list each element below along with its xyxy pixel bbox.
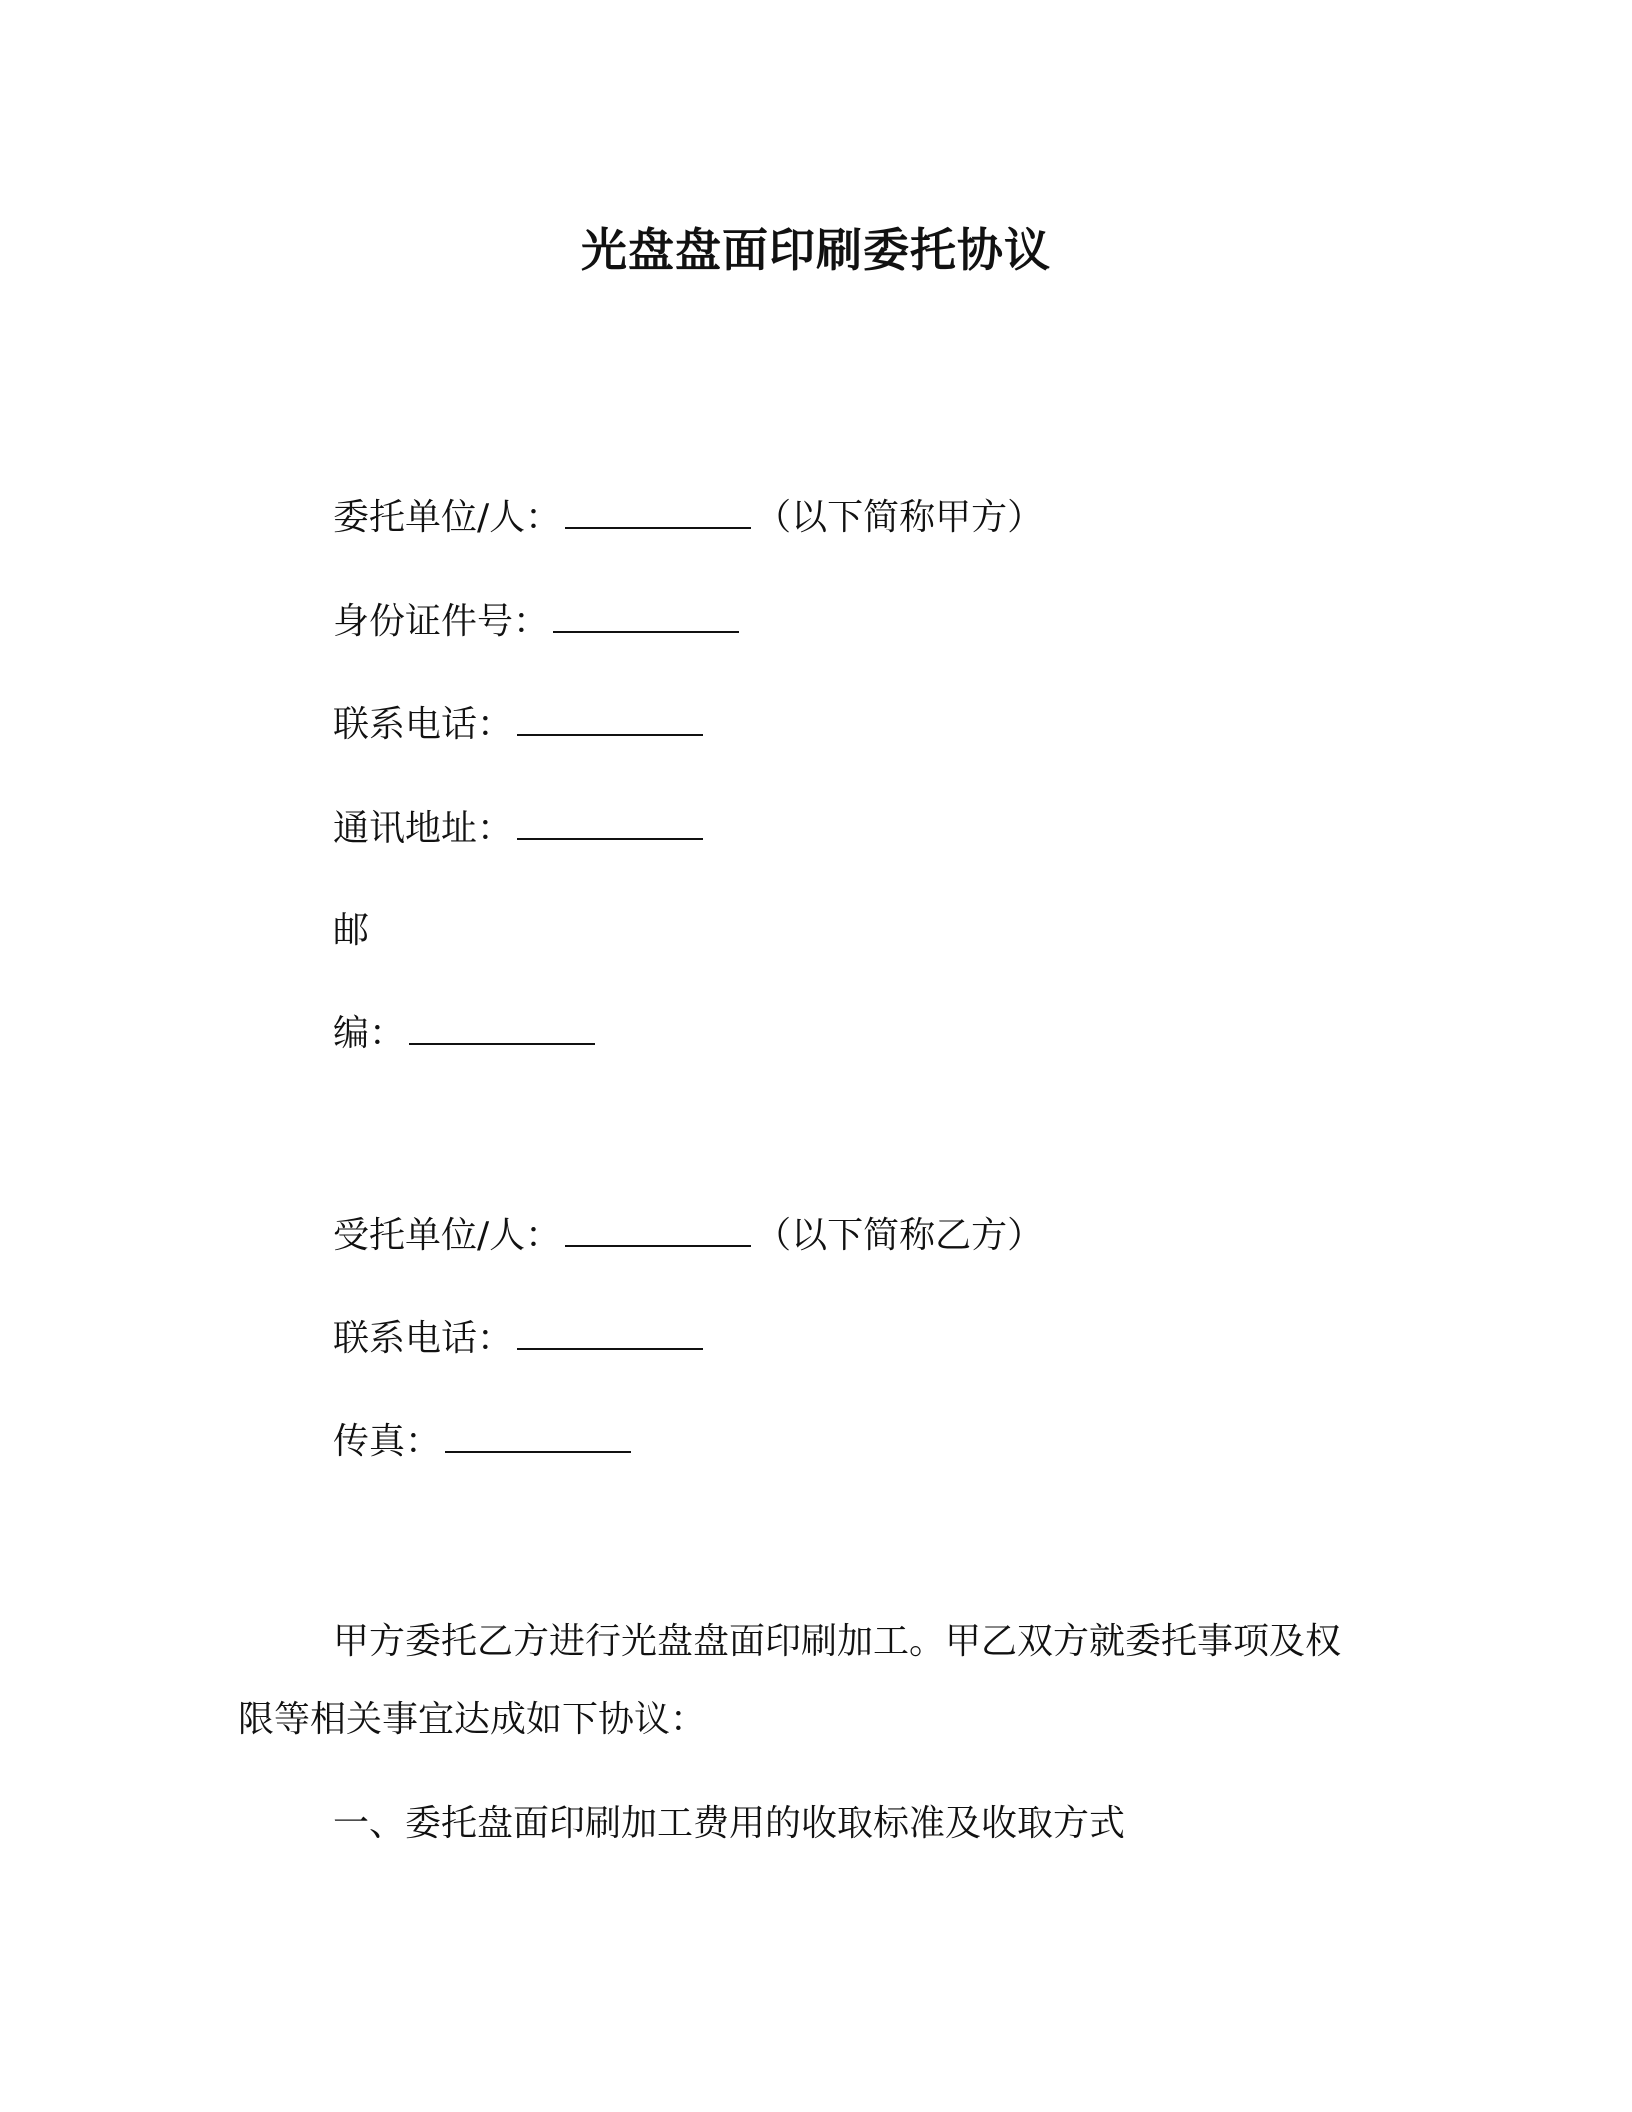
agent-line <box>333 1212 1043 1260</box>
agent-label: 受托单位/人： <box>333 1215 562 1256</box>
address-line <box>333 805 707 853</box>
id-number-blank <box>553 601 739 633</box>
postcode-label-part1: 邮 <box>333 910 370 951</box>
party-a-phone-line <box>333 701 707 749</box>
client-blank <box>565 497 751 529</box>
postcode-line <box>333 1010 599 1058</box>
intro-paragraph-line-2: 限等相关事宜达成如下协议： <box>238 1699 707 1740</box>
party-b-phone-line <box>333 1315 707 1363</box>
address-label: 通讯地址： <box>333 808 514 849</box>
fax-label: 传真： <box>333 1421 442 1462</box>
postcode-blank <box>409 1013 595 1045</box>
client-suffix: （以下简称甲方） <box>755 497 1044 538</box>
party-a-phone-label: 联系电话： <box>333 704 514 745</box>
client-label: 委托单位/人： <box>333 497 562 538</box>
id-number-label: 身份证件号： <box>333 601 550 642</box>
party-b-phone-label: 联系电话： <box>333 1318 514 1359</box>
id-number-line <box>333 598 743 646</box>
client-line <box>333 494 1043 542</box>
fax-blank <box>445 1421 631 1453</box>
agent-suffix: （以下简称乙方） <box>755 1215 1044 1256</box>
intro-paragraph-line-1: 甲方委托乙方进行光盘盘面印刷加工。甲乙双方就委托事项及权 <box>333 1621 1342 1662</box>
document-title: 光盘盘面印刷委托协议 <box>581 223 1051 277</box>
postcode-label-first-line <box>333 907 369 955</box>
fax-line <box>333 1418 635 1466</box>
address-blank <box>517 808 703 840</box>
agent-blank <box>565 1215 751 1247</box>
section-1-heading: 一、委托盘面印刷加工费用的收取标准及收取方式 <box>333 1803 1126 1844</box>
postcode-label-part2: 编： <box>333 1013 406 1054</box>
party-b-phone-blank <box>517 1318 703 1350</box>
party-a-phone-blank <box>517 704 703 736</box>
